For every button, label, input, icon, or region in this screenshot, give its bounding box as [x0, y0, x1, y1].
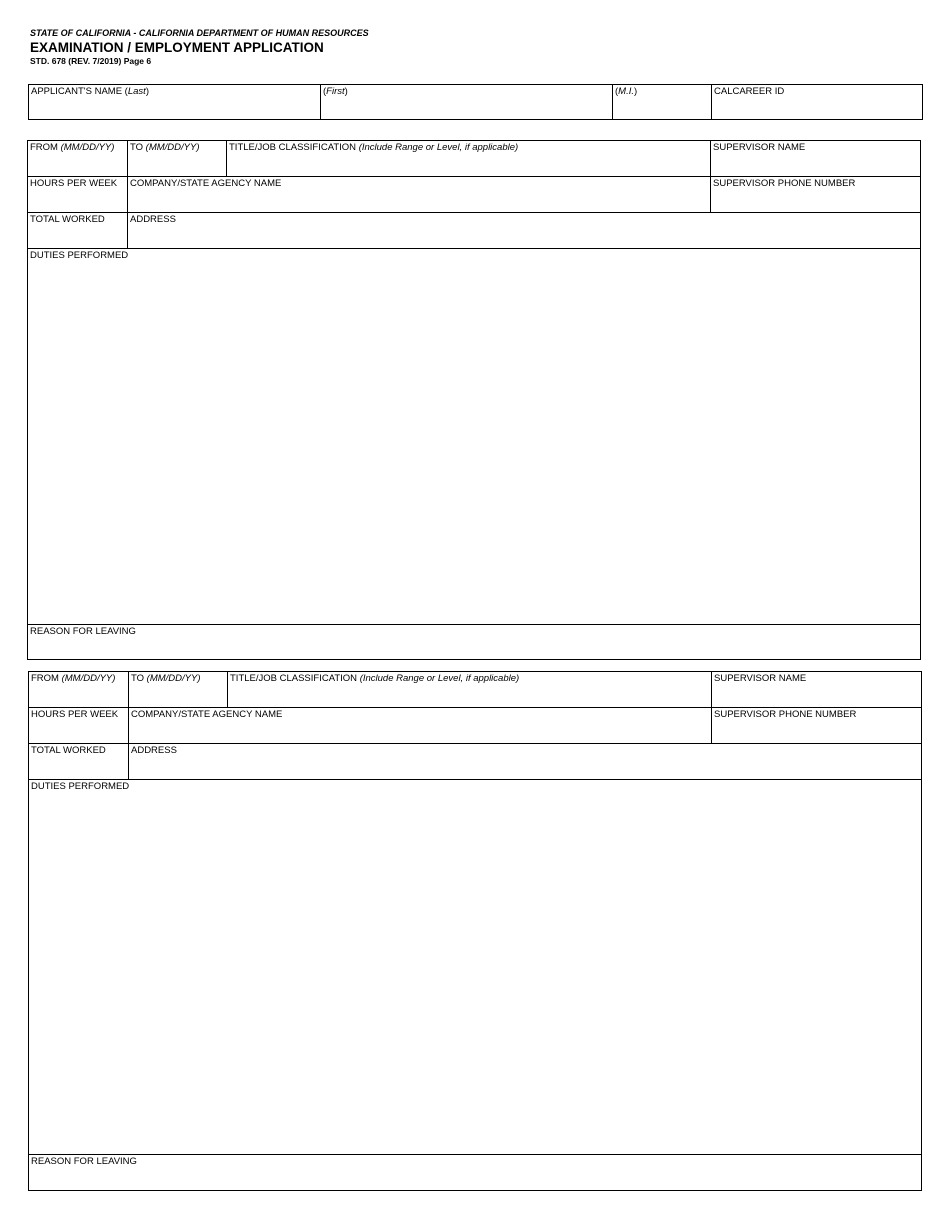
supervisor-name-label: SUPERVISOR NAME	[714, 673, 807, 684]
calcareer-id-label: CALCAREER ID	[714, 86, 785, 97]
exp1-supervisor-name-input[interactable]	[714, 158, 917, 174]
hours-per-week-label: HOURS PER WEEK	[31, 709, 119, 720]
exp2-hours-field[interactable]	[28, 707, 129, 744]
company-name-label: COMPANY/STATE AGENCY NAME	[131, 709, 283, 720]
title-classification-label: TITLE/JOB CLASSIFICATION (Include Range or Level, if applicable)	[229, 142, 519, 153]
supervisor-name-label: SUPERVISOR NAME	[713, 142, 806, 153]
exp2-from-field[interactable]	[28, 671, 129, 708]
from-label: FROM (MM/DD/YY)	[30, 142, 115, 153]
applicant-mi-label: (M.I.)	[615, 86, 638, 97]
exp2-title-field[interactable]	[227, 671, 712, 708]
exp2-title-input[interactable]	[231, 689, 708, 705]
applicant-last-name-input[interactable]	[32, 101, 317, 117]
exp1-to-input[interactable]	[131, 158, 223, 174]
exp2-address-field[interactable]	[128, 743, 922, 780]
exp2-company-input[interactable]	[132, 725, 708, 741]
calcareer-id-input[interactable]	[715, 101, 919, 117]
duties-performed-label: DUTIES PERFORMED	[30, 250, 129, 261]
exp1-reason-input[interactable]	[31, 641, 917, 657]
exp2-reason-input[interactable]	[32, 1172, 918, 1188]
exp1-to-field[interactable]	[127, 140, 227, 177]
exp1-duties-input[interactable]	[31, 263, 917, 621]
to-label: TO (MM/DD/YY)	[130, 142, 200, 153]
exp1-address-input[interactable]	[131, 230, 917, 246]
exp2-supervisor-name-input[interactable]	[715, 689, 918, 705]
exp2-to-input[interactable]	[132, 689, 224, 705]
exp2-total-worked-field[interactable]	[28, 743, 129, 780]
address-label: ADDRESS	[131, 745, 177, 756]
exp1-company-input[interactable]	[131, 194, 707, 210]
applicant-last-name-label: APPLICANT'S NAME (Last)	[31, 86, 149, 97]
exp1-address-field[interactable]	[127, 212, 921, 249]
exp2-from-input[interactable]	[32, 689, 125, 705]
exp1-total-worked-input[interactable]	[31, 230, 124, 246]
agency-heading: STATE OF CALIFORNIA - CALIFORNIA DEPARTMENT OF HUMAN RESOURCES	[30, 28, 369, 38]
exp2-supervisor-phone-field[interactable]	[711, 707, 922, 744]
exp1-hours-field[interactable]	[27, 176, 128, 213]
exp2-total-worked-input[interactable]	[32, 761, 125, 777]
title-classification-label: TITLE/JOB CLASSIFICATION (Include Range or Level, if applicable)	[230, 673, 520, 684]
exp1-from-input[interactable]	[31, 158, 124, 174]
total-worked-label: TOTAL WORKED	[30, 214, 105, 225]
exp2-reason-field[interactable]	[28, 1154, 922, 1191]
exp1-title-field[interactable]	[226, 140, 711, 177]
applicant-last-name-field[interactable]	[28, 84, 321, 120]
exp1-hours-input[interactable]	[31, 194, 124, 210]
exp2-duties-field[interactable]	[28, 779, 922, 1155]
applicant-first-name-field[interactable]	[320, 84, 613, 120]
applicant-first-name-label: (First)	[323, 86, 348, 97]
duties-performed-label: DUTIES PERFORMED	[31, 781, 130, 792]
exp2-supervisor-phone-input[interactable]	[715, 725, 918, 741]
exp1-supervisor-phone-input[interactable]	[714, 194, 917, 210]
exp1-title-input[interactable]	[230, 158, 707, 174]
form-number: STD. 678 (REV. 7/2019) Page 6	[30, 56, 152, 66]
exp1-company-field[interactable]	[127, 176, 711, 213]
exp1-supervisor-phone-field[interactable]	[710, 176, 921, 213]
supervisor-phone-label: SUPERVISOR PHONE NUMBER	[713, 178, 856, 189]
exp2-hours-input[interactable]	[32, 725, 125, 741]
reason-for-leaving-label: REASON FOR LEAVING	[30, 626, 136, 637]
exp1-total-worked-field[interactable]	[27, 212, 128, 249]
to-label: TO (MM/DD/YY)	[131, 673, 201, 684]
exp1-supervisor-name-field[interactable]	[710, 140, 921, 177]
hours-per-week-label: HOURS PER WEEK	[30, 178, 118, 189]
exp2-to-field[interactable]	[128, 671, 228, 708]
applicant-mi-input[interactable]	[616, 101, 708, 117]
form-title: EXAMINATION / EMPLOYMENT APPLICATION	[30, 40, 324, 55]
exp1-duties-field[interactable]	[27, 248, 921, 625]
total-worked-label: TOTAL WORKED	[31, 745, 106, 756]
from-label: FROM (MM/DD/YY)	[31, 673, 116, 684]
reason-for-leaving-label: REASON FOR LEAVING	[31, 1156, 137, 1167]
address-label: ADDRESS	[130, 214, 176, 225]
exp2-company-field[interactable]	[128, 707, 712, 744]
company-name-label: COMPANY/STATE AGENCY NAME	[130, 178, 282, 189]
exp1-reason-field[interactable]	[27, 624, 921, 660]
supervisor-phone-label: SUPERVISOR PHONE NUMBER	[714, 709, 857, 720]
applicant-mi-field[interactable]	[612, 84, 712, 120]
exp2-duties-input[interactable]	[32, 794, 918, 1151]
exp2-supervisor-name-field[interactable]	[711, 671, 922, 708]
calcareer-id-field[interactable]	[711, 84, 923, 120]
exp1-from-field[interactable]	[27, 140, 128, 177]
exp2-address-input[interactable]	[132, 761, 918, 777]
applicant-first-name-input[interactable]	[324, 101, 609, 117]
